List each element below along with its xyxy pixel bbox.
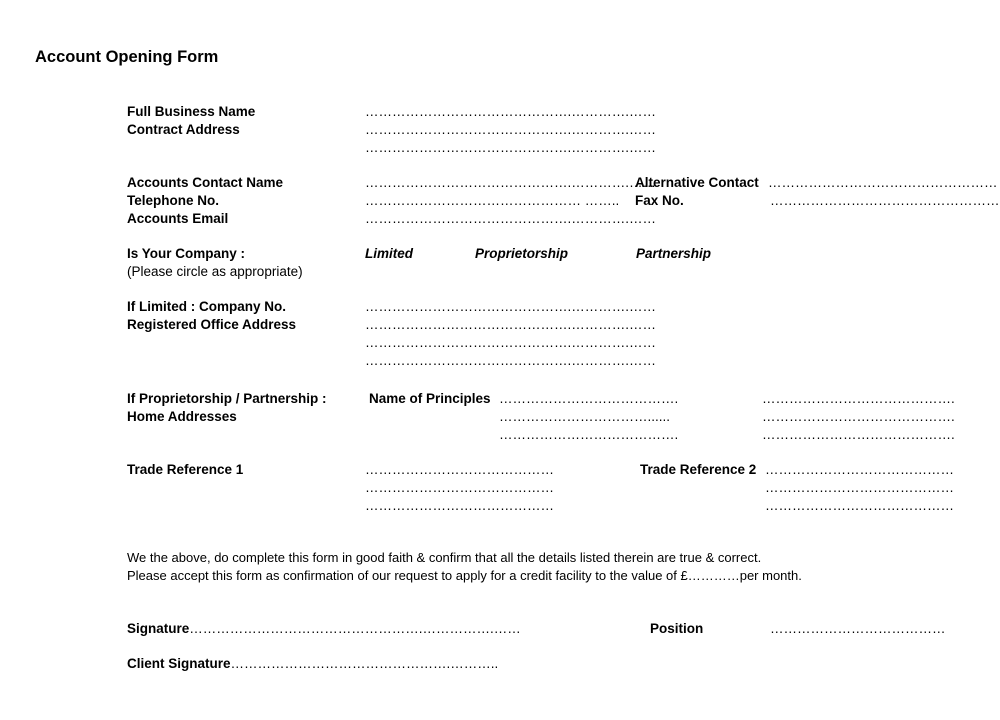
position-label: Position (650, 621, 704, 636)
accounts-email-label: Accounts Email (127, 211, 229, 226)
alternative-contact-field[interactable]: …………………………………………… (768, 175, 998, 190)
signature-label: Signature (127, 621, 190, 636)
company-type-note: (Please circle as appropriate) (127, 264, 303, 279)
signature-row (127, 621, 521, 637)
company-no-field[interactable]: ……………………………………….………….…… (365, 299, 657, 314)
accounts-contact-name-label: Accounts Contact Name (127, 175, 284, 190)
full-business-name-field[interactable]: ……………………………………….………….…… (365, 104, 657, 119)
registered-office-field-2[interactable]: ……………………………………….………….…… (365, 335, 657, 350)
telephone-label: Telephone No. (127, 193, 220, 208)
principles-label: Name of Principles (369, 391, 491, 406)
page-title: Account Opening Form (35, 48, 219, 66)
contract-address-field-1[interactable]: ……………………………………….………….…… (365, 122, 657, 137)
trade-reference-2-field-1[interactable]: …………………………………… (765, 462, 954, 477)
declaration-line-1: We the above, do complete this form in good faith & confirm that all the details listed therein are true & correct. (127, 550, 762, 565)
contract-address-label: Contract Address (127, 122, 240, 137)
registered-office-field-1[interactable]: ……………………………………….………….…… (365, 317, 657, 332)
trade-reference-1-label: Trade Reference 1 (127, 462, 244, 477)
position-field[interactable]: ………………………………… (770, 621, 946, 636)
alternative-contact-label: Alternative Contact (635, 175, 759, 190)
proprietorship-label: If Proprietorship / Partnership : (127, 391, 327, 406)
option-partnership[interactable]: Partnership (636, 246, 712, 261)
full-business-name-label: Full Business Name (127, 104, 256, 119)
principle-field-right-3[interactable]: ……………………………………. (762, 427, 955, 442)
contract-address-field-2[interactable]: ……………………………………….………….…… (365, 140, 657, 155)
home-addresses-label: Home Addresses (127, 409, 237, 424)
fax-field[interactable]: …………………………………………… (770, 193, 1000, 208)
principle-field-1[interactable]: …………………………………. (499, 391, 679, 406)
registered-office-field-3[interactable]: ……………………………………….………….…… (365, 353, 657, 368)
principle-field-3[interactable]: …………………………………. (499, 427, 679, 442)
client-signature-field[interactable]: ………………………………………….……….. (230, 656, 499, 671)
fax-label: Fax No. (635, 193, 684, 208)
trade-reference-1-field-3[interactable]: …………………………………… (365, 498, 554, 513)
company-no-label: If Limited : Company No. (127, 299, 287, 314)
telephone-field[interactable]: ………………………………………… …….. (365, 193, 620, 208)
option-limited[interactable]: Limited (365, 246, 414, 261)
trade-reference-1-field-1[interactable]: …………………………………… (365, 462, 554, 477)
client-signature-row (127, 656, 498, 672)
accounts-email-field[interactable]: ……………………………………….………….…… (365, 211, 657, 226)
client-signature-label: Client Signature (127, 656, 231, 671)
accounts-contact-name-field[interactable]: ……………………………………….………….…… (365, 175, 657, 190)
option-proprietorship[interactable]: Proprietorship (475, 246, 569, 261)
principle-field-right-1[interactable]: ……………………………………. (762, 391, 955, 406)
signature-field[interactable]: …………………………………………….…………….…… (189, 621, 521, 636)
declaration-line-2: Please accept this form as confirmation of our request to apply for a credit facility to the value of £…………per month. (127, 568, 802, 583)
principle-field-2[interactable]: ……………………………...... (499, 409, 671, 424)
company-type-label: Is Your Company : (127, 246, 246, 261)
trade-reference-1-field-2[interactable]: …………………………………… (365, 480, 554, 495)
trade-reference-2-field-3[interactable]: …………………………………… (765, 498, 954, 513)
principle-field-right-2[interactable]: ……………………………………. (762, 409, 955, 424)
registered-office-label: Registered Office Address (127, 317, 297, 332)
trade-reference-2-label: Trade Reference 2 (640, 462, 757, 477)
trade-reference-2-field-2[interactable]: …………………………………… (765, 480, 954, 495)
